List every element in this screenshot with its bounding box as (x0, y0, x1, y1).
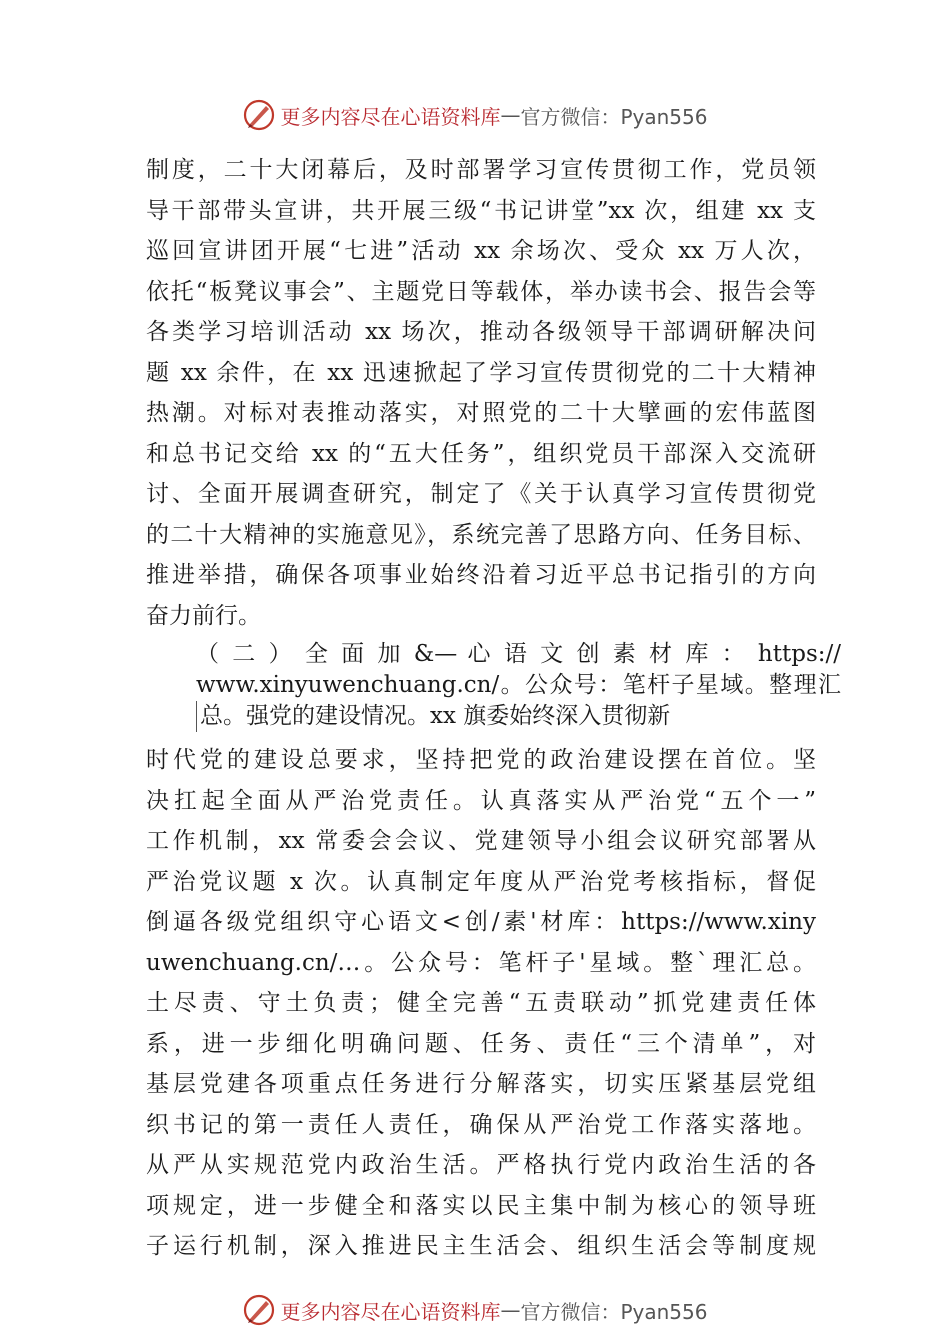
section-heading-line: www.xinyuwenchuang.cn/。公众号：笔杆子星域。整理汇 (196, 672, 841, 698)
watermark-gray-text: 官方微信：Pyan556 (520, 104, 708, 129)
text-line: uwenchuang.cn/…。公众号：笔杆子'星域。整`理汇总。 (146, 949, 816, 976)
text-line: 讨、全面开展调查研究，制定了《关于认真学习宣传贯彻党 (146, 481, 816, 507)
watermark-dash: — (500, 1298, 521, 1322)
text-line: 系，进一步细化明确问题、任务、责任“三个清单”，对 (146, 1030, 816, 1057)
text-line: 和总书记交给 xx 的“五大任务”，组织党员干部深入交流研 (146, 440, 816, 467)
text-line: 奋力前行。 (146, 602, 261, 629)
text-line: 严治党议题 x 次。认真制定年度从严治党考核指标，督促 (146, 868, 816, 895)
text-line: 项规定，进一步健全和落实以民主集中制为核心的领导班 (146, 1192, 816, 1219)
watermark-dash: — (500, 103, 521, 127)
text-line: 子运行机制，深入推进民主生活会、组织生活会等制度规 (146, 1233, 816, 1259)
watermark-footer (0, 1290, 950, 1330)
watermark-red-text: 更多内容尽在心语资料库 (280, 104, 501, 129)
text-line: 土尽责、守土负责；健全完善“五责联动”抓党建责任体 (146, 990, 816, 1016)
text-line: 推进举措，确保各项事业始终沿着习近平总书记指引的方向 (146, 562, 816, 588)
section-heading-block (196, 639, 841, 732)
pen-logo-icon (242, 1293, 276, 1327)
text-line: 基层党建各项重点任务进行分解落实，切实压紧基层党组 (146, 1071, 816, 1097)
text-line: 工作机制，xx 常委会会议、党建领导小组会议研究部署从 (146, 828, 816, 854)
text-line: 时代党的建设总要求，坚持把党的政治建设摆在首位。坚 (146, 747, 816, 773)
section-heading-line: 总。强党的建设情况。xx 旗委始终深入贯彻新 (196, 701, 841, 732)
text-line: 热潮。对标对表推动落实，对照党的二十大擘画的宏伟蓝图 (146, 400, 816, 426)
section-heading-line: （ 二 ） 全 面 加 &— 心 语 文 创 素 材 库 ： https:// (196, 641, 841, 667)
text-line: 制度，二十大闭幕后，及时部署学习宣传贯彻工作，党员领 (146, 157, 816, 183)
text-line: 题 xx 余件，在 xx 迅速掀起了学习宣传贯彻党的二十大精神 (146, 359, 816, 386)
watermark-gray-text: 官方微信：Pyan556 (520, 1299, 708, 1324)
watermark-red-text: 更多内容尽在心语资料库 (280, 1299, 501, 1324)
document-body (146, 150, 841, 1267)
text-line: 巡回宣讲团开展“七进”活动 xx 余场次、受众 xx 万人次， (146, 238, 816, 264)
text-line: 各类学习培训活动 xx 场次，推动各级领导干部调研解决问 (146, 319, 816, 345)
text-line: 决扛起全面从严治党责任。认真落实从严治党“五个一” (146, 787, 816, 814)
pen-logo-icon (242, 98, 276, 132)
text-line: 织书记的第一责任人责任，确保从严治党工作落实落地。 (146, 1111, 816, 1138)
text-line: 从严从实规范党内政治生活。严格执行党内政治生活的各 (146, 1152, 816, 1178)
text-line: 倒逼各级党组织守心语文<创/素'材库：https://www.xiny (146, 909, 816, 935)
text-line: 依托“板凳议事会”、主题党日等载体，举办读书会、报告会等 (146, 278, 816, 305)
text-line: 的二十大精神的实施意见》，系统完善了思路方向、任务目标、 (146, 521, 816, 548)
watermark-header (0, 95, 950, 135)
text-line: 导干部带头宣讲，共开展三级“书记讲堂”xx 次，组建 xx 支 (146, 197, 816, 224)
